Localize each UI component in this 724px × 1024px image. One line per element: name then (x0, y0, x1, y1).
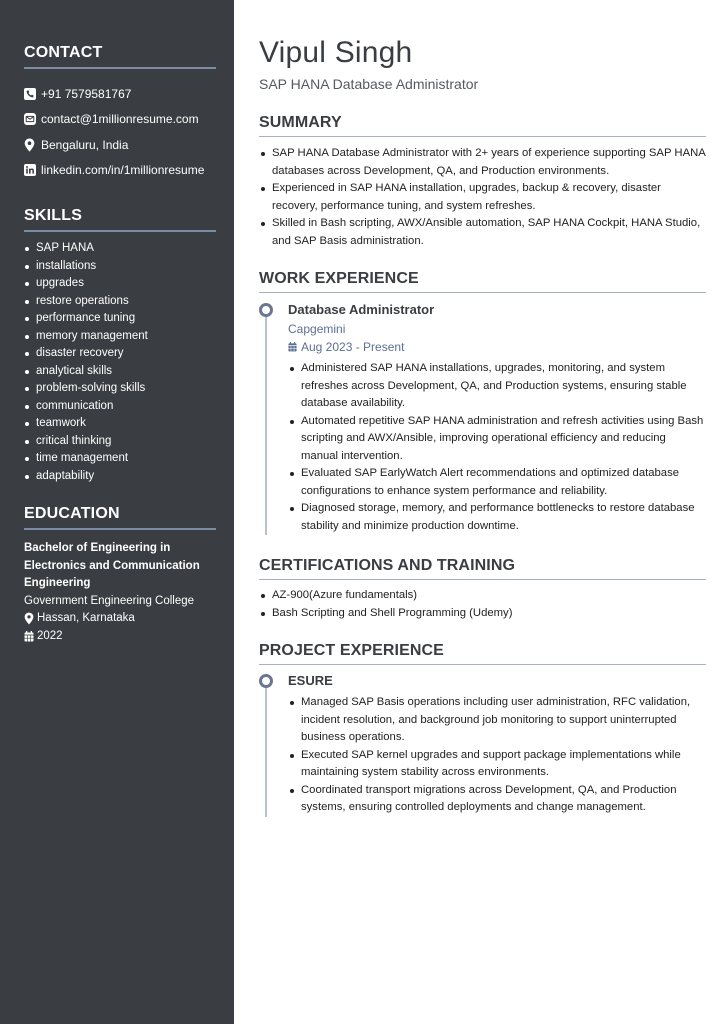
work-item: Evaluated SAP EarlyWatch Alert recommendations and optimized database configurations to enhance system performance and reliability. (288, 465, 706, 500)
contact-phone-text[interactable]: +91 7579581767 (41, 86, 132, 101)
skill-item: installations (24, 258, 216, 276)
skill-item: restore operations (24, 293, 216, 311)
education-year-text: 2022 (37, 629, 63, 642)
contact-location (24, 132, 216, 158)
certifications-section (259, 557, 706, 622)
skills-heading: SKILLS (24, 207, 216, 232)
certification-item: AZ-900(Azure fundamentals) (259, 587, 706, 605)
work-entry (259, 302, 706, 535)
skill-item: teamwork (24, 415, 216, 433)
timeline-dot-icon (259, 303, 273, 317)
calendar-icon (288, 342, 301, 352)
project-item: Coordinated transport migrations across Development, QA, and Production systems, ensuring controlled deployments and change management. (288, 782, 706, 817)
summary-item: SAP HANA Database Administrator with 2+ years of experience supporting SAP HANA databases across Development, QA, and Production environments. (259, 145, 706, 180)
skill-item: problem-solving skills (24, 380, 216, 398)
work-role: Database Administrator (288, 302, 435, 317)
skill-item: critical thinking (24, 433, 216, 451)
work-item: Diagnosed storage, memory, and performance bottlenecks to restore database stability and minimize production downtime. (288, 500, 706, 535)
location-pin-icon (24, 612, 37, 625)
certifications-list (259, 587, 706, 622)
education-location-text: Hassan, Karnataka (37, 612, 135, 624)
project-item: Executed SAP kernel upgrades and support package implementations while maintaining system stability across environments. (288, 747, 706, 782)
education-section (24, 505, 216, 645)
skill-item: adaptability (24, 468, 216, 486)
main-content (259, 36, 706, 817)
project-item: Managed SAP Basis operations including user administration, RFC validation, incident resolution, and background job monitoring to support uninterrupted business operations. (288, 694, 706, 747)
work-item: Administered SAP HANA installations, upgrades, monitoring, and system refreshes across Development, QA, and Production systems, ensuring stable database availability. (288, 360, 706, 413)
education-location (24, 610, 216, 628)
project-experience-heading: PROJECT EXPERIENCE (259, 642, 706, 665)
work-item: Automated repetitive SAP HANA administration and refresh activities using Bash scripting and AWX/Ansible, improving operational efficiency and reducing manual intervention. (288, 413, 706, 466)
timeline-line (265, 314, 267, 535)
contact-phone (24, 81, 216, 107)
work-date-text: Aug 2023 - Present (301, 340, 405, 354)
contact-email-text[interactable]: contact@1millionresume.com (41, 112, 199, 127)
project-list (288, 694, 706, 817)
project-name: ESURE (288, 673, 333, 688)
skill-item: analytical skills (24, 363, 216, 381)
summary-item: Experienced in SAP HANA installation, upgrades, backup & recovery, disaster recovery, performance tuning, and system refreshes. (259, 180, 706, 215)
contact-linkedin-text[interactable]: linkedin.com/in/1millionresume (41, 163, 205, 178)
education-school (24, 593, 216, 611)
skill-item: performance tuning (24, 310, 216, 328)
timeline-dot-icon (259, 674, 273, 688)
certification-item: Bash Scripting and Shell Programming (Udemy) (259, 605, 706, 623)
education-heading: EDUCATION (24, 505, 216, 530)
sidebar (0, 0, 234, 1024)
contact-section (24, 44, 216, 183)
candidate-title: SAP HANA Database Administrator (259, 76, 479, 92)
candidate-name: Vipul Singh (259, 36, 413, 69)
contact-heading: CONTACT (24, 44, 216, 69)
calendar-icon (24, 631, 37, 642)
timeline-line (265, 685, 267, 817)
skill-item: time management (24, 450, 216, 468)
skill-item: communication (24, 398, 216, 416)
work-list (288, 360, 706, 535)
project-experience-section (259, 642, 706, 817)
work-date (288, 340, 706, 354)
certifications-heading: CERTIFICATIONS AND TRAINING (259, 557, 706, 580)
work-company: Capgemini (288, 322, 346, 336)
skills-list (24, 240, 216, 485)
summary-heading: SUMMARY (259, 114, 706, 137)
contact-location-text: Bengaluru, India (41, 137, 129, 152)
location-pin-icon (24, 138, 41, 152)
skill-item: SAP HANA (24, 240, 216, 258)
skills-section (24, 207, 216, 485)
contact-linkedin (24, 158, 216, 184)
work-experience-heading: WORK EXPERIENCE (259, 270, 706, 293)
skill-item: disaster recovery (24, 345, 216, 363)
work-experience-section (259, 270, 706, 535)
summary-list (259, 145, 706, 250)
project-entry (259, 673, 706, 817)
contact-email (24, 107, 216, 133)
education-degree: Bachelor of Engineering in Electronics and Communication Engineering (24, 542, 200, 589)
linkedin-icon (24, 164, 41, 176)
skill-item: memory management (24, 328, 216, 346)
phone-icon (24, 88, 41, 100)
summary-section (259, 114, 706, 250)
summary-item: Skilled in Bash scripting, AWX/Ansible automation, SAP HANA Cockpit, HANA Studio, and SAP Basis administration. (259, 215, 706, 250)
contact-list (24, 81, 216, 183)
skill-item: upgrades (24, 275, 216, 293)
education-school-text: Government Engineering College (24, 594, 195, 607)
education-year (24, 628, 216, 646)
email-icon (24, 113, 41, 125)
